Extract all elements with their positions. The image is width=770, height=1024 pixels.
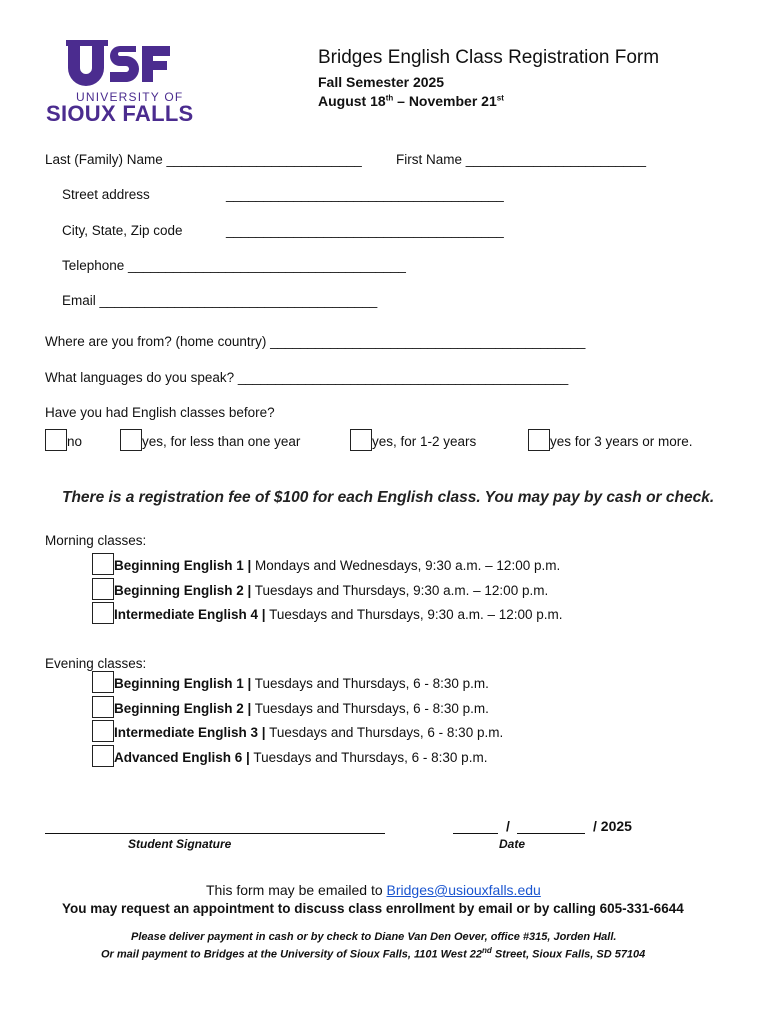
morning-class-2[interactable]: Beginning English 2 | Tuesdays and Thursdays, 9:30 a.m. – 12:00 p.m. (92, 578, 548, 600)
form-title: Bridges English Class Registration Form (318, 47, 660, 68)
street-label: Street address (62, 187, 150, 202)
email-instruction: This form may be emailed to Bridges@usiouxfalls.edu (206, 882, 541, 898)
evening-class-1[interactable]: Beginning English 1 | Tuesdays and Thursdays, 6 - 8:30 p.m. (92, 671, 489, 693)
evening-class-3[interactable]: Intermediate English 3 | Tuesdays and Thursdays, 6 - 8:30 p.m. (92, 720, 503, 742)
option-3-years-more[interactable]: yes for 3 years or more. (528, 429, 693, 451)
city-field[interactable]: _____________________________________ (226, 223, 504, 238)
city-label: City, State, Zip code (62, 223, 183, 238)
checkbox[interactable] (350, 429, 372, 451)
option-1-2-years[interactable]: yes, for 1-2 years (350, 429, 476, 451)
checkbox[interactable] (92, 745, 114, 767)
appointment-text: You may request an appointment to discuss class enrollment by email or by calling 605-331-6644 (62, 901, 684, 916)
english-question: Have you had English classes before? (45, 405, 275, 420)
last-name-field[interactable]: Last (Family) Name __________________________ (45, 152, 362, 167)
logo-university-text: UNIVERSITY OF (76, 90, 184, 104)
signature-label: Student Signature (128, 837, 232, 851)
checkbox[interactable] (120, 429, 142, 451)
evening-label: Evening classes: (45, 656, 147, 671)
signature-line[interactable] (45, 833, 385, 834)
checkbox[interactable] (45, 429, 67, 451)
street-field[interactable]: _____________________________________ (226, 187, 504, 202)
checkbox[interactable] (528, 429, 550, 451)
option-no[interactable]: no (45, 429, 82, 451)
date-label: Date (499, 837, 526, 851)
first-name-field[interactable]: First Name ________________________ (396, 152, 646, 167)
checkbox[interactable] (92, 553, 114, 575)
morning-label: Morning classes: (45, 533, 147, 548)
checkbox[interactable] (92, 578, 114, 600)
checkbox[interactable] (92, 671, 114, 693)
semester: Fall Semester 2025 (318, 74, 445, 90)
checkbox[interactable] (92, 720, 114, 742)
payment-instruction-2: Or mail payment to Bridges at the University of Sioux Falls, 1101 West 22nd Street, Sioux Falls, SD 57104 (101, 946, 646, 961)
morning-class-1[interactable]: Beginning English 1 | Mondays and Wednesdays, 9:30 a.m. – 12:00 p.m. (92, 553, 560, 575)
date-year: / 2025 (593, 818, 632, 834)
checkbox[interactable] (92, 602, 114, 624)
home-country-field[interactable]: Where are you from? (home country) __________________________________________ (45, 334, 586, 349)
evening-class-2[interactable]: Beginning English 2 | Tuesdays and Thursdays, 6 - 8:30 p.m. (92, 696, 489, 718)
logo-sioux-falls-text: SIOUX FALLS (46, 101, 194, 126)
checkbox[interactable] (92, 696, 114, 718)
option-less-than-one-year[interactable]: yes, for less than one year (120, 429, 300, 451)
evening-class-4[interactable]: Advanced English 6 | Tuesdays and Thursdays, 6 - 8:30 p.m. (92, 745, 487, 767)
payment-instruction-1: Please deliver payment in cash or by check to Diane Van Den Oever, office #315, Jorden Hall. (131, 931, 617, 943)
date-day-line[interactable] (517, 833, 585, 834)
date-separator: / (506, 818, 510, 834)
semester-dates: August 18th – November 21st (318, 93, 504, 109)
bridges-email-link[interactable]: Bridges@usiouxfalls.edu (386, 882, 541, 898)
usf-logo-mark (66, 40, 172, 86)
languages-field[interactable]: What languages do you speak? ____________________________________________ (45, 370, 569, 385)
email-field[interactable]: Email _____________________________________ (62, 293, 378, 308)
morning-class-3[interactable]: Intermediate English 4 | Tuesdays and Thursdays, 9:30 a.m. – 12:00 p.m. (92, 602, 563, 624)
telephone-field[interactable]: Telephone _____________________________________ (62, 258, 406, 273)
date-month-line[interactable] (453, 833, 498, 834)
fee-notice: There is a registration fee of $100 for each English class. You may pay by cash or check. (62, 489, 715, 506)
